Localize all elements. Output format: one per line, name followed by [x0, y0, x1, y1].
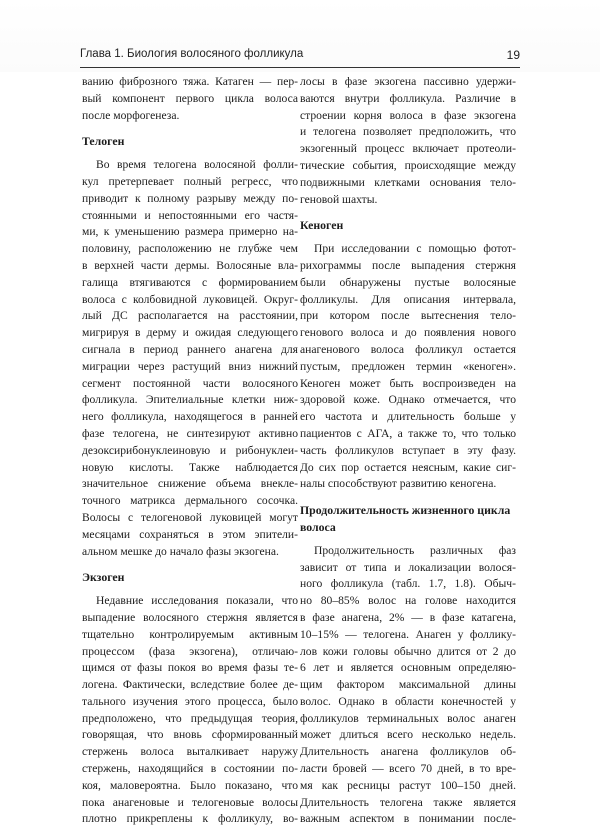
text-line: были обнаружены пустые волосяные [300, 275, 516, 289]
text-line: 10–15% — телогена. Анаген у фоллику- [300, 627, 516, 641]
text-line: стержень, находящийся в состоянии по- [82, 762, 298, 776]
text-line: процессом (фаза экзогена), отличаю- [82, 644, 298, 658]
text-line: Длительность анагена фолликулов об- [300, 745, 516, 759]
text-line: генового волоса и до появления нового [300, 326, 516, 340]
text-line: экзогенный процесс включает протеоли- [300, 142, 516, 156]
intro-paragraph [82, 74, 298, 124]
text-line: До сих пор остается неясным, какие сиг- [300, 460, 516, 474]
text-line: мигрируя в дерму и ожидая следующего [82, 326, 298, 340]
page-number: 19 [506, 48, 520, 62]
text-line: значительное снижение объема внекле- [82, 477, 298, 491]
text-line: ного фолликула (табл. 1.7, 1.8). Обыч- [300, 577, 516, 591]
exogen-heading: Экзоген [82, 570, 125, 585]
text-line: геновой шахты. [300, 192, 378, 206]
right-column [300, 74, 516, 828]
text-line: может длиться всего несколько недель. [300, 728, 516, 742]
text-line: часть фолликулов вступает в эту фазу. [300, 443, 516, 457]
text-line: Недавние исследования показали, что [96, 594, 298, 608]
text-line: Кеноген может быть воспроизведен на [300, 376, 516, 390]
duration-heading: Продолжительность жизненного цикла волоса [300, 503, 511, 534]
text-line: половину, расположению не глубже чем [82, 242, 298, 256]
text-line: альном мешке до начало фазы экзогена. [82, 544, 279, 558]
text-line: ми, к уменьшению размера примерно на- [82, 225, 298, 239]
text-line: пациентов с АГА, а также то, что только [300, 426, 516, 440]
text-line: ласти бровей — всего 70 дней, в то вре- [300, 762, 516, 776]
text-line: сигнала в период раннего анагена для [82, 342, 298, 356]
text-line: выпадение волосяного стержня является [82, 610, 298, 624]
text-line: тального изучения этого процесса, было [82, 694, 298, 708]
text-line: логена. Фактически, вследствие более де- [82, 678, 298, 692]
text-line: щимся от фазы покоя во время фазы те- [82, 661, 298, 675]
text-line: плотно прикреплены к фолликулу, во- [82, 812, 298, 826]
text-line: точного матрикса дермального сосочка. [82, 494, 298, 508]
text-line: вый компонент первого цикла волоса [82, 91, 298, 105]
text-line: месяцами сохраняться в этом эпители- [82, 527, 298, 541]
text-line: в верхней части дермы. Волосяные вла- [82, 258, 298, 272]
text-line: кул претерпевает полный регресс, что [82, 174, 298, 188]
kenogen-heading: Кеноген [300, 218, 344, 233]
text-line: коя, маловероятна. Было показано, что [82, 778, 298, 792]
exogen-continuation-paragraph [300, 74, 516, 208]
running-head [0, 0, 600, 72]
text-line: его частота и длительность больше у [300, 410, 516, 424]
text-line: Длительность телогена также является [300, 795, 516, 809]
text-line: важным аспектом в понимании после- [300, 812, 516, 826]
text-line: но 80–85% волос на голове находится [300, 594, 516, 608]
text-line: тические события, происходящие между [300, 158, 516, 172]
text-line: приводит к полному разрыву между по- [82, 191, 298, 205]
text-line: пока анагеновые и телогеновые волосы [82, 795, 298, 809]
text-line: Волосы с телогеновой луковицей могут [82, 510, 298, 524]
text-line: сегмент постоянной части волосяного [82, 376, 298, 390]
text-line: щим фактором максимальной длины [300, 678, 516, 692]
text-line: Продолжительность различных фаз [314, 543, 516, 557]
telogen-paragraph [82, 157, 298, 560]
text-line: ванию фиброзного тяжа. Катаген — пер- [82, 75, 298, 88]
text-line: в фазе анагена, 2% — в фазе катагена, [300, 610, 516, 624]
text-line: зависит от типа и локализации волося- [300, 560, 516, 574]
text-line: пустым, предложен термин «кеноген». [300, 359, 516, 373]
text-line: Во время телогена волосяной фолли- [96, 158, 298, 172]
text-line: налы способствуют развитию кеногена. [300, 477, 497, 491]
text-line: фолликула. Эпителиальные клетки ниж- [82, 393, 298, 407]
text-line: фазе телогена, не синтезируют активно [82, 426, 298, 440]
text-line: дезоксирибонуклеиновую и рибонуклеи- [82, 443, 298, 457]
telogen-heading: Телоген [82, 134, 125, 149]
text-line: 6 лет и является основным определяю- [300, 661, 516, 675]
text-line: ваются внутри фолликула. Различие в [300, 91, 516, 105]
text-line: анагенового волоса фолликул остается [300, 342, 516, 356]
text-line: предположено, что предыдущая теория, [82, 711, 298, 725]
text-line: миграции через растущий вниз нижний [82, 359, 298, 373]
text-line: стоянными и непостоянными его частя- [82, 208, 298, 222]
text-line: тщательно контролируемым активным [82, 627, 298, 641]
text-line: фолликулов терминальных волос анаген [300, 711, 516, 725]
text-line: здоровой коже. Однако отмечается, что [300, 393, 516, 407]
text-line: волоса с колбовидной луковицей. Округ- [82, 292, 298, 306]
text-line: стержень волоса выталкивает наружу [82, 745, 298, 759]
header-rule [80, 67, 520, 68]
text-line: и телогена позволяет предположить, что [300, 125, 516, 139]
text-line: подвижными клетками основания тело- [300, 175, 516, 189]
kenogen-paragraph [300, 241, 516, 493]
text-line: лосы в фазе экзогена пассивно удержи- [300, 75, 516, 88]
chapter-title: Глава 1. Биология волосяного фолликула [80, 48, 304, 60]
text-line: волос. Однако в области конечностей у [300, 694, 516, 708]
text-line: говорящая, что вновь сформированный [82, 728, 298, 742]
left-column [82, 74, 298, 828]
text-line: При исследовании с помощью фотот- [314, 242, 516, 256]
text-line: лов кожи головы обычно длится от 2 до [300, 644, 516, 658]
duration-paragraph [300, 543, 516, 828]
text-line: фолликулы. Для описания интервала, [300, 292, 516, 306]
text-line: него фолликула, находящегося в ранней [82, 410, 298, 424]
text-line: при котором после вытеснения телo- [300, 309, 516, 323]
text-line: новую кислоты. Также наблюдается [82, 460, 298, 474]
text-line: после морфогенеза. [82, 108, 180, 122]
text-line: галища втягиваются с формированием [82, 275, 298, 289]
text-line: лый ДС располагается на расстоянии, [82, 309, 298, 323]
exogen-paragraph [82, 593, 298, 828]
text-line: рихограммы после выпадения стержня [300, 258, 516, 272]
text-line: строении корня волоса в фазе экзогена [300, 108, 516, 122]
text-line: мя как ресницы растут 100–150 дней. [300, 778, 516, 792]
